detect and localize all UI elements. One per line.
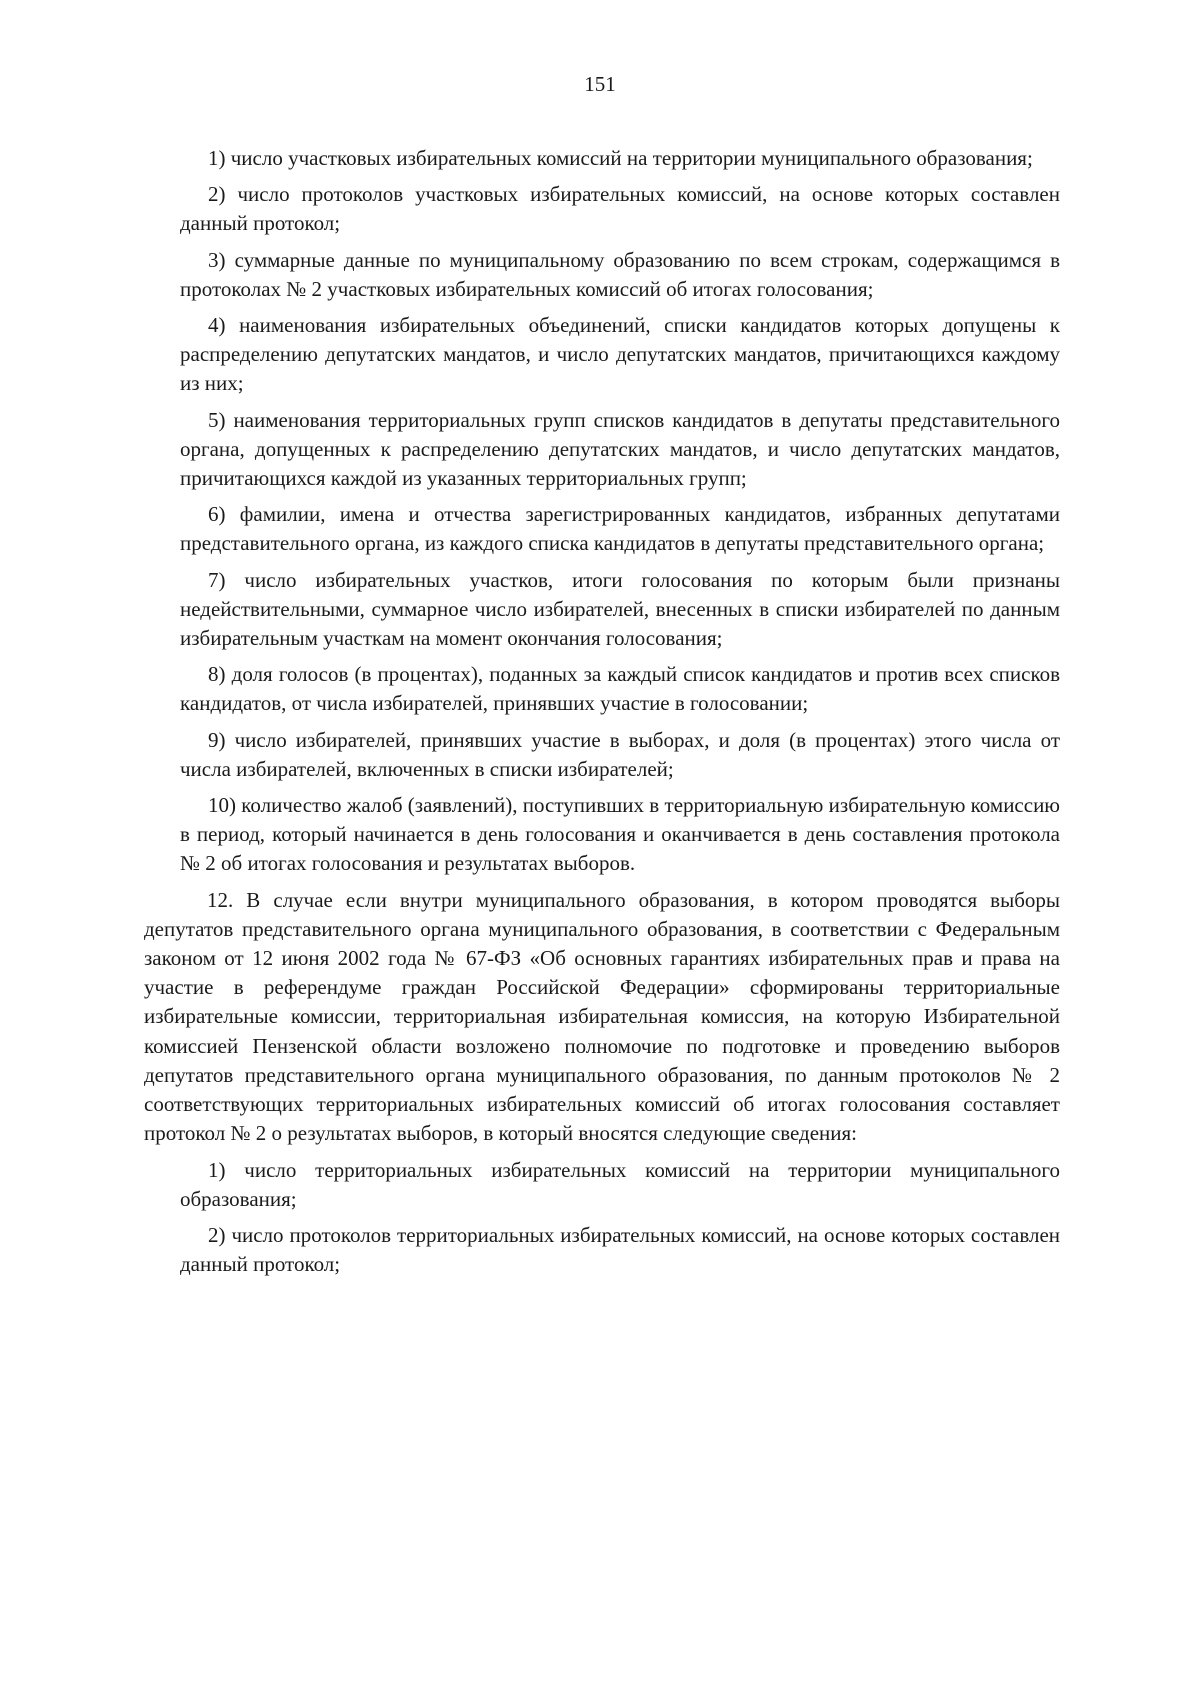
paragraph-12: 12. В случае если внутри муниципального образования, в котором проводятся выборы депутатов представительного органа муниципального образования, в соответствии с Федеральным законом от 12 июня 2002 года № 67-ФЗ «Об основных гарантиях избирательных прав и права на участие в референдуме граждан Российской Федерации» сформированы территориальные избирательные комиссии, территориальная избирательная комиссия, на которую Избирательной комиссией Пензенской области возложено полномочие по подготовке и проведению выборов депутатов представительного органа муниципального образования, по данным протоколов № 2 соответствующих территориальных избирательных комиссий об итогах голосования составляет протокол № 2 о результатах выборов, в который вносятся следующие сведения: [144, 887, 1060, 1146]
sublist-item-1: 1) число территориальных избирательных комиссий на территории муниципального образования; [180, 1157, 1060, 1211]
list-item-1: 1) число участковых избирательных комиссий на территории муниципального образования; [208, 146, 1033, 170]
list-item-2: 2) число протоколов участковых избирательных комиссий, на основе которых составлен данный протокол; [180, 182, 1060, 236]
list-item-3: 3) суммарные данные по муниципальному образованию по всем строкам, содержащимся в протоколах № 2 участковых избирательных комиссий об итогах голосования; [180, 247, 1060, 301]
list-item-8: 8) доля голосов (в процентах), поданных за каждый список кандидатов и против всех списков кандидатов, от числа избирателей, принявших участие в голосовании; [180, 662, 1060, 716]
list-item-4: 4) наименования избирательных объединений, списки кандидатов которых допущены к распределению депутатских мандатов, и число депутатских мандатов, причитающихся каждому из них; [180, 313, 1060, 396]
list-item-7: 7) число избирательных участков, итоги голосования по которым были признаны недействительными, суммарное число избирателей, внесенных в списки избирателей по данным избирательным участкам на момент окончания голосования; [180, 567, 1060, 651]
list-item-5: 5) наименования территориальных групп списков кандидатов в депутаты представительного органа, допущенных к распределению депутатских мандатов, и число депутатских мандатов, причитающихся каждой из указанных территориальных групп; [180, 407, 1060, 491]
document-body [144, 144, 1060, 1286]
list-item-10: 10) количество жалоб (заявлений), поступивших в территориальную избирательную комиссию в период, который начинается в день голосования и оканчивается в день составления протокола № 2 об итогах голосования и результатах выборов. [180, 793, 1060, 876]
page-number: 151 [584, 72, 616, 96]
list-item-6: 6) фамилии, имена и отчества зарегистрированных кандидатов, избранных депутатами представительного органа, из каждого списка кандидатов в депутаты представительного органа; [180, 502, 1060, 556]
sublist-item-2: 2) число протоколов территориальных избирательных комиссий, на основе которых составлен данный протокол; [180, 1222, 1060, 1277]
list-item-9: 9) число избирателей, принявших участие в выборах, и доля (в процентах) этого числа от числа избирателей, включенных в списки избирателей; [180, 727, 1060, 781]
